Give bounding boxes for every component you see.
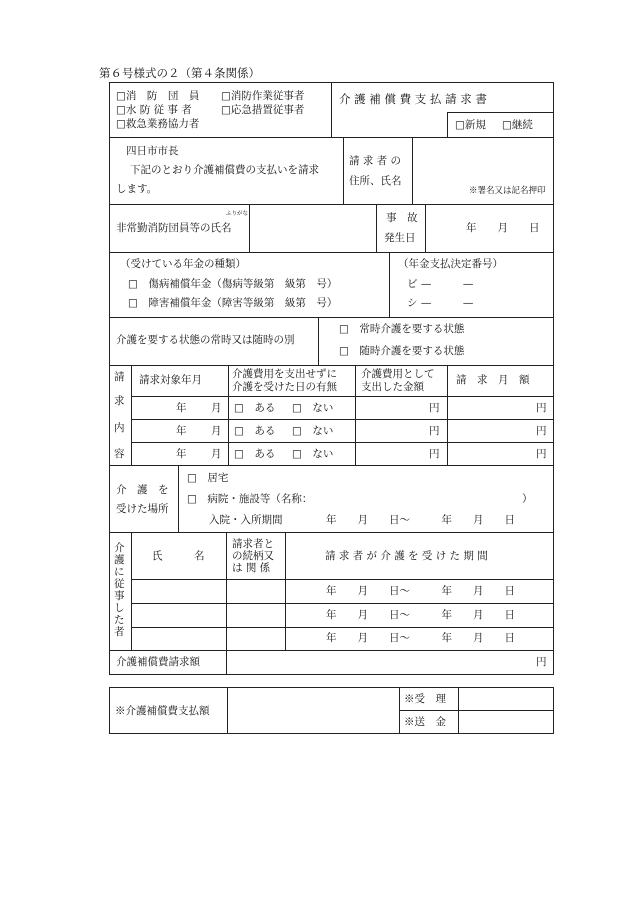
claim-row1-no-checkbox[interactable]: □ ない [292,402,334,414]
caregiver-relation-header-2: の続柄又 [232,550,274,562]
member-name-label: 非常勤消防団員等の氏名 [116,222,232,234]
caregiver-side-6: し [114,602,125,614]
type-new-checkbox[interactable]: □新規 [455,119,486,131]
claim-row1-year: 年 [176,402,187,414]
claim-row3-amount-yen: 円 [536,448,547,460]
header-paid-line1: 介護費用として [361,368,435,380]
caregiver-side-4: 従 [114,578,125,590]
caregiver-name-header: 氏 名 [152,550,205,562]
claim-row1-yes-checkbox[interactable]: □ ある [234,402,276,414]
request-text-line2: します。 [116,183,158,195]
claim-row2-amount-yen: 円 [536,425,547,437]
claim-row3-paid-yen: 円 [429,448,440,460]
pension-injury-checkbox[interactable]: □ 傷病補償年金（傷病等級第 級第 号） [128,278,338,290]
receipt-label: ※受 理 [404,693,446,705]
claim-row2-yes-checkbox[interactable]: □ ある [234,425,276,437]
claimant-label-2: 住所、氏名 [349,175,402,187]
accident-label-1: 事 故 [386,212,418,224]
category-emergency-helper[interactable]: □救急業務協力者 [116,118,200,130]
place-hospital-checkbox[interactable]: □ 病院・施設等（名称： [187,493,313,505]
place-home-checkbox[interactable]: □ 居宅 [187,472,229,484]
header-target-month: 請求対象年月 [139,374,202,386]
claim-row2-year: 年 [176,425,187,437]
category-firefighting-worker[interactable]: □消防作業従事者 [221,90,305,102]
place-label-2: 受けた場所 [116,503,169,515]
claimant-label-1: 請 求 者 の [349,155,402,167]
claim-side-2: 求 [114,395,125,407]
header-unpaid-line1: 介護費用を支出せずに [232,368,337,380]
claim-row3-yes-checkbox[interactable]: □ ある [234,448,276,460]
claim-row2-no-checkbox[interactable]: □ ない [292,425,334,437]
pension-type-label: （受けている年金の種類） [120,258,246,270]
caregiver-side-8: 者 [114,626,125,638]
caregiver-side-2: 護 [114,554,125,566]
admission-period: 年 月 日〜 年 月 日 [326,514,515,526]
caregiver-side-7: た [114,614,125,626]
signature-note: ※署名又は記名押印 [469,186,546,196]
decision-number-shi: シ — — [407,297,474,309]
claim-row1-paid-yen: 円 [429,402,440,414]
caregiver-row1-period: 年 月 日〜 年 月 日 [326,585,515,597]
claim-row3-no-checkbox[interactable]: □ ない [292,448,334,460]
total-claim-yen: 円 [536,656,547,668]
decision-number-bi: ビ — — [407,278,474,290]
place-label-1: 介 護 を [116,484,169,496]
care-occasional-checkbox[interactable]: □ 随時介護を要する状態 [339,345,465,357]
request-text-line1: 下記のとおり介護補償費の支払いを請求 [130,164,319,176]
remittance-label: ※送 金 [404,716,446,728]
accident-label-2: 発生日 [384,232,416,244]
form-number: 第６号様式の２（第４条関係） [99,66,260,80]
total-claim-label: 介護補償費請求額 [116,656,200,668]
caregiver-relation-header-1: 請求者と [232,538,274,550]
form-title: 介 護 補 償 費 支 払 請 求 書 [339,92,487,106]
claim-row3-month: 月 [211,448,222,460]
accident-date: 年 月 日 [466,222,540,234]
decision-number-label: （年金支払決定番号） [398,258,503,270]
caregiver-row2-period: 年 月 日〜 年 月 日 [326,609,515,621]
caregiver-side-1: 介 [114,542,125,554]
header-unpaid-line2: 介護を受けた日の有無 [232,381,337,393]
care-state-label: 介護を要する状態の常時又は随時の別 [116,334,295,346]
claim-side-4: 容 [114,448,125,460]
caregiver-relation-header-3: は 関 係 [232,562,271,574]
claim-row1-month: 月 [211,402,222,414]
caregiver-row3-period: 年 月 日〜 年 月 日 [326,632,515,644]
admission-period-label: 入院・入所期間 [209,514,283,526]
caregiver-period-header: 請 求 者 が 介 護 を 受 け た 期 間 [325,550,488,562]
claim-side-1: 請 [114,371,125,383]
addressee: 四日市市長 [126,145,179,157]
claim-row2-month: 月 [211,425,222,437]
furigana-label: ふりがな [226,211,249,217]
care-constant-checkbox[interactable]: □ 常時介護を要する状態 [339,323,465,335]
header-paid-line2: 支出した金額 [361,381,424,393]
pension-disability-checkbox[interactable]: □ 障害補償年金（障害等級第 級第 号） [128,297,338,309]
claim-row2-paid-yen: 円 [429,425,440,437]
place-hospital-close: ） [522,493,533,505]
payment-amount-label: ※介護補償費支払額 [115,705,210,717]
caregiver-side-3: に [114,566,125,578]
claim-row1-amount-yen: 円 [536,402,547,414]
header-claim-amount: 請 求 月 額 [456,374,530,386]
type-continue-checkbox[interactable]: □継続 [502,119,533,131]
claim-side-3: 内 [114,422,125,434]
category-flood-worker[interactable]: □水 防 従 事 者 [116,104,192,116]
claim-row3-year: 年 [176,448,187,460]
category-emergency-measure-worker[interactable]: □応急措置従事者 [221,104,305,116]
caregiver-side-5: 事 [114,590,125,602]
category-fire-corps[interactable]: □消 防 団 員 [116,90,200,102]
